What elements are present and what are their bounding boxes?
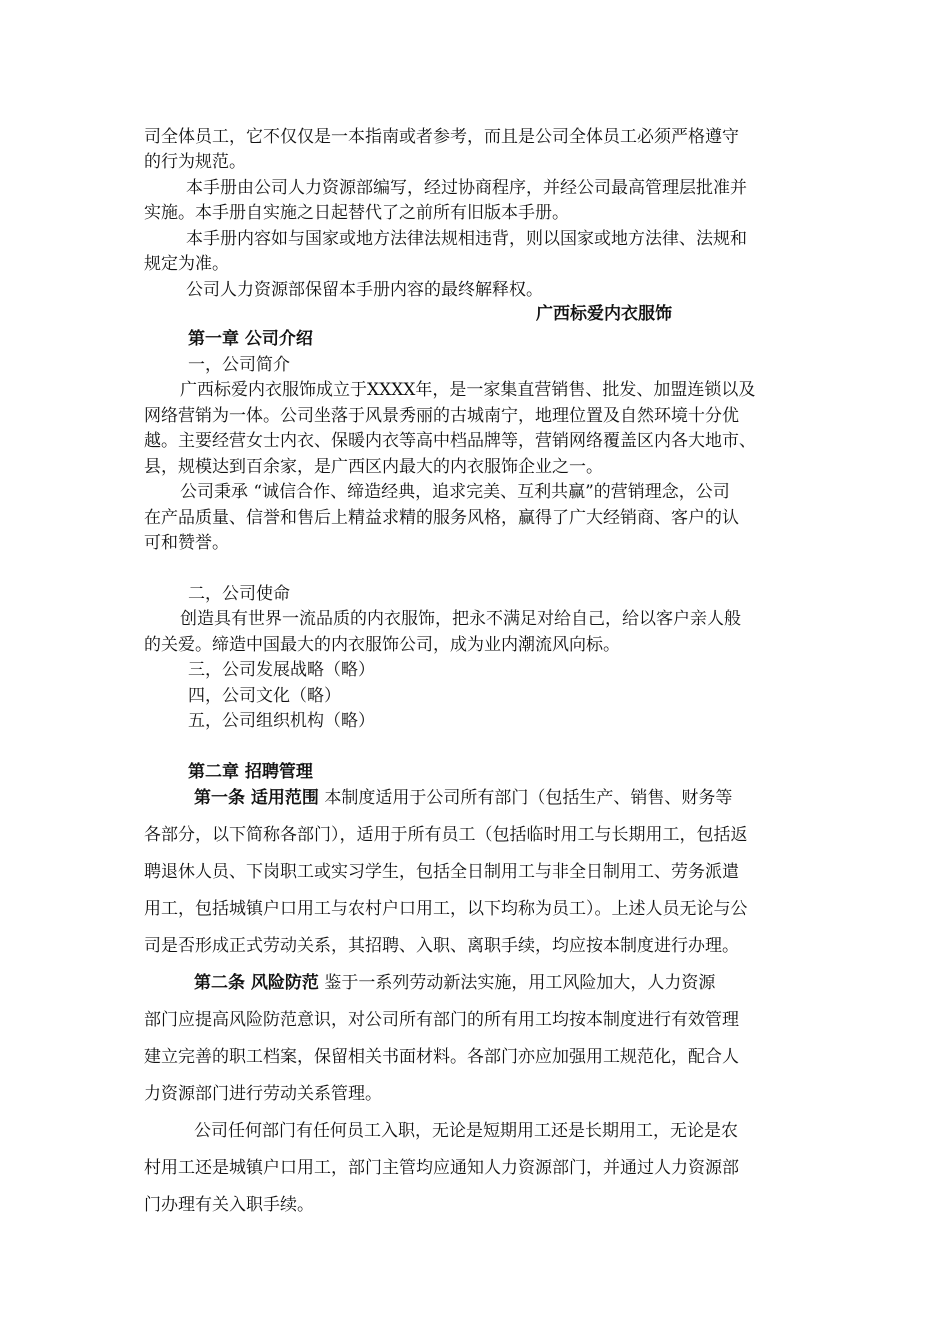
section-title: 二，公司使命 <box>188 584 290 604</box>
company-signature: 广西标爱内衣服饰 <box>536 304 672 324</box>
paragraph-line: 村用工还是城镇户口用工，部门主管均应通知人力资源部门，并通过人力资源部 <box>144 1158 739 1178</box>
article-1-line <box>194 786 814 810</box>
intro-line: 司全体员工，它不仅仅是一本指南或者参考，而且是公司全体员工必须严格遵守 <box>144 127 739 147</box>
paragraph-line: 可和赞誉。 <box>144 533 229 553</box>
intro-line: 公司人力资源部保留本手册内容的最终解释权。 <box>186 280 543 300</box>
section-title: 一，公司简介 <box>188 355 290 375</box>
paragraph-line: 县，规模达到百余家，是广西区内最大的内衣服饰企业之一。 <box>144 457 603 477</box>
section-title: 四，公司文化（略） <box>188 686 341 706</box>
intro-line: 规定为准。 <box>144 254 229 274</box>
article-2-line <box>194 971 814 995</box>
section-title: 三，公司发展战略（略） <box>188 660 375 680</box>
paragraph-line: 门办理有关入职手续。 <box>144 1195 314 1215</box>
paragraph-line: 的关爱。缔造中国最大的内衣服饰公司，成为业内潮流风向标。 <box>144 635 620 655</box>
chapter2-title: 第二章 招聘管理 <box>188 762 313 782</box>
paragraph-line: 广西标爱内衣服饰成立于XXXX年，是一家集直营销售、批发、加盟连锁以及 <box>180 380 756 400</box>
paragraph-line: 创造具有世界一流品质的内衣服饰，把永不满足对给自己，给以客户亲人般 <box>180 609 741 629</box>
intro-line: 的行为规范。 <box>144 152 246 172</box>
paragraph-line: 部门应提高风险防范意识，对公司所有部门的所有用工均按本制度进行有效管理 <box>144 1010 739 1030</box>
intro-line: 本手册由公司人力资源部编写，经过协商程序，并经公司最高管理层批准并 <box>186 178 747 198</box>
article-1-text: 本制度适用于公司所有部门（包括生产、销售、财务等 <box>318 788 733 808</box>
paragraph-line: 司是否形成正式劳动关系，其招聘、入职、离职手续，均应按本制度进行办理。 <box>144 936 739 956</box>
intro-line: 实施。本手册自实施之日起替代了之前所有旧版本手册。 <box>144 203 569 223</box>
paragraph-line: 越。主要经营女士内衣、保暖内衣等高中档品牌等，营销网络覆盖区内各大地市、 <box>144 431 756 451</box>
paragraph-line: 力资源部门进行劳动关系管理。 <box>144 1084 382 1104</box>
paragraph-line: 在产品质量、信誉和售后上精益求精的服务风格，赢得了广大经销商、客户的认 <box>144 508 739 528</box>
intro-line: 本手册内容如与国家或地方法律法规相违背，则以国家或地方法律、法规和 <box>186 229 747 249</box>
paragraph-line: 公司任何部门有任何员工入职，无论是短期用工还是长期用工，无论是农 <box>194 1121 738 1141</box>
article-1-label: 第一条 适用范围 <box>194 788 319 808</box>
paragraph-line: 建立完善的职工档案，保留相关书面材料。各部门亦应加强用工规范化，配合人 <box>144 1047 739 1067</box>
article-2-label: 第二条 风险防范 <box>194 973 319 993</box>
paragraph-line: 用工，包括城镇户口用工与农村户口用工，以下均称为员工）。上述人员无论与公 <box>144 899 748 919</box>
article-2-text: 鉴于一系列劳动新法实施，用工风险加大，人力资源 <box>318 973 716 993</box>
paragraph-line: 聘退休人员、下岗职工或实习学生，包括全日制用工与非全日制用工、劳务派遣 <box>144 862 739 882</box>
paragraph-line: 网络营销为一体。公司坐落于风景秀丽的古城南宁，地理位置及自然环境十分优 <box>144 406 739 426</box>
chapter1-title: 第一章 公司介绍 <box>188 329 313 349</box>
section-title: 五，公司组织机构（略） <box>188 711 375 731</box>
paragraph-line: 公司秉承 “诚信合作、缔造经典，追求完美、互利共赢”的营销理念，公司 <box>180 482 730 502</box>
paragraph-line: 各部分，以下简称各部门），适用于所有员工（包括临时用工与长期用工，包括返 <box>144 825 748 845</box>
